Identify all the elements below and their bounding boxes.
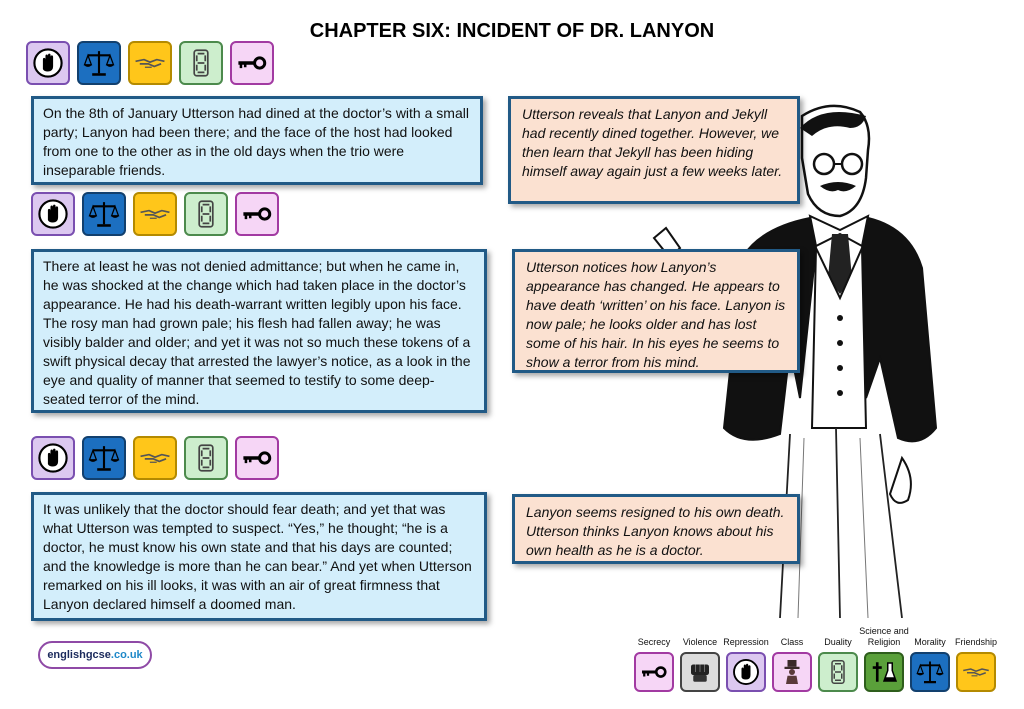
scales-icon — [910, 652, 950, 692]
duality-icon — [184, 192, 228, 236]
hand-icon — [31, 436, 75, 480]
legend-item-violence — [679, 612, 721, 692]
legend-item-secrecy — [633, 612, 675, 692]
logo-accent-text: .co.uk — [110, 649, 143, 661]
top-hat-figure-icon — [772, 652, 812, 692]
handshake-icon — [956, 652, 996, 692]
quote-box-1: On the 8th of January Utterson had dined at the doctor’s with a small party; Lanyon had been there; and the face of the host had looked from one to the other as in the old days when the trio were inseparable friends. — [31, 96, 483, 185]
legend-item-morality — [909, 612, 951, 692]
logo-main-text: englishgcse — [47, 649, 111, 661]
legend-label: Secrecy — [637, 637, 671, 647]
legend-label: Violence — [682, 637, 718, 647]
duality-icon — [184, 436, 228, 480]
legend-item-science-religion — [859, 612, 909, 692]
key-icon — [235, 436, 279, 480]
hand-icon — [726, 652, 766, 692]
theme-icons-row-2 — [31, 192, 279, 236]
note-box-3: Lanyon seems resigned to his own death. Utterson thinks Lanyon knows about his own health as he is a doctor. — [512, 494, 800, 564]
legend-item-duality — [817, 612, 859, 692]
legend-label: Morality — [914, 637, 946, 647]
legend-item-repression — [725, 612, 767, 692]
handshake-icon — [133, 192, 177, 236]
scales-icon — [82, 192, 126, 236]
hand-icon — [31, 192, 75, 236]
scales-icon — [82, 436, 126, 480]
theme-icons-row-1 — [26, 41, 274, 85]
note-box-2: Utterson notices how Lanyon’s appearance has changed. He appears to have death ‘written’ on his face. Lanyon is now pale; he looks older and has lost some of his hair. In his eyes he seems to show a terror from his mind. — [512, 249, 800, 373]
duality-icon — [818, 652, 858, 692]
fist-icon — [680, 652, 720, 692]
key-icon — [230, 41, 274, 85]
legend-label: Repression — [723, 637, 769, 647]
page-title: CHAPTER SIX: INCIDENT OF DR. LANYON — [309, 20, 715, 42]
duality-icon — [179, 41, 223, 85]
key-icon — [235, 192, 279, 236]
theme-legend — [633, 612, 1013, 702]
handshake-icon — [128, 41, 172, 85]
legend-item-friendship — [955, 612, 997, 692]
englishgcse-logo[interactable] — [38, 641, 152, 669]
hand-icon — [26, 41, 70, 85]
quote-box-3: It was unlikely that the doctor should fear death; and yet that was what Utterson was tempted to suspect. “Yes,” he thought; “he is a doctor, he must know his own state and that his days are counted; and the knowledge is more than he can bear.” And yet when Utterson remarked on his ill looks, it was with an air of great firmness that Lanyon declared himself a doomed man. — [31, 492, 487, 621]
key-icon — [634, 652, 674, 692]
scales-icon — [77, 41, 121, 85]
theme-icons-row-3 — [31, 436, 279, 480]
legend-label: Class — [780, 637, 804, 647]
legend-label: Duality — [824, 637, 852, 647]
legend-label: Friendship — [954, 637, 998, 647]
cross-flask-icon — [864, 652, 904, 692]
handshake-icon — [133, 436, 177, 480]
legend-label: Science and Religion — [859, 626, 909, 647]
quote-box-2: There at least he was not denied admittance; but when he came in, he was shocked at the change which had taken place in the doctor’s appearance. He had his death-warrant written legibly upon his face. The rosy man had grown pale; his flesh had fallen away; he was visibly balder and older; and yet it was not so much these tokens of a swift physical decay that arrested the lawyer’s notice, as a look in the eye and quality of manner that seemed to testify to some deep-seated terror of the mind. — [31, 249, 487, 413]
note-box-1: Utterson reveals that Lanyon and Jekyll had recently dined together. However, we then learn that Jekyll has been hiding himself away again just a few weeks later. — [508, 96, 800, 204]
legend-item-class — [771, 612, 813, 692]
